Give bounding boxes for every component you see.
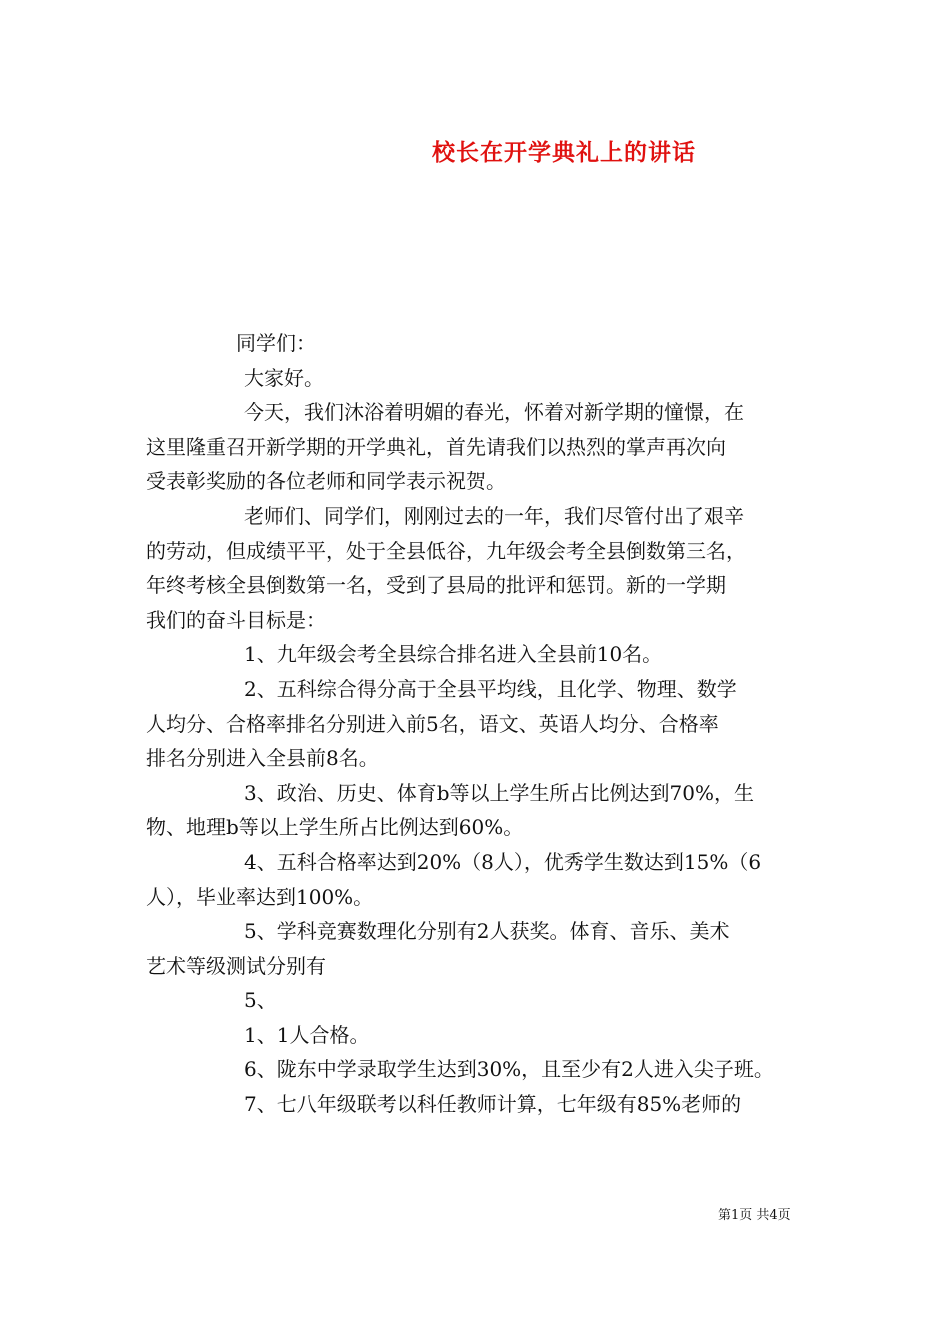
goal-item-continued: 排名分别进入全县前8名。 — [146, 746, 379, 771]
paragraph-line: 我们的奋斗目标是： — [146, 607, 326, 632]
paragraph-line: 的劳动，但成绩平平，处于全县低谷，九年级会考全县倒数第三名， — [146, 538, 746, 563]
document-title: 校长在开学典礼上的讲话 — [432, 140, 696, 166]
goal-item: 3、政治、历史、体育b等以上学生所占比例达到70%，生 — [244, 780, 754, 805]
goal-item-continued: 人），毕业率达到100%。 — [146, 884, 374, 909]
paragraph-line: 老师们、同学们，刚刚过去的一年，我们尽管付出了艰辛 — [244, 503, 744, 528]
paragraph-line: 这里隆重召开新学期的开学典礼，首先请我们以热烈的掌声再次向 — [146, 434, 726, 459]
goal-item: 5、 — [244, 988, 277, 1013]
salutation: 同学们： — [236, 331, 316, 355]
goal-item-continued: 艺术等级测试分别有 — [146, 953, 326, 978]
goal-item-continued: 人均分、合格率排名分别进入前5名，语文、英语人均分、合格率 — [146, 711, 719, 736]
paragraph-line: 今天，我们沐浴着明媚的春光，怀着对新学期的憧憬，在 — [244, 400, 744, 425]
goal-item: 5、学科竞赛数理化分别有2人获奖。体育、音乐、美术 — [244, 919, 730, 944]
goal-item: 7、七八年级联考以科任教师计算，七年级有85%老师的 — [244, 1092, 742, 1117]
goal-item: 4、五科合格率达到20%（8人），优秀学生数达到15%（6 — [244, 849, 762, 874]
document-body — [146, 326, 816, 1122]
goal-item: 6、陇东中学录取学生达到30%，且至少有2人进入尖子班。 — [244, 1057, 774, 1082]
greeting: 大家好。 — [244, 365, 324, 390]
goal-item: 2、五科综合得分高于全县平均线，且化学、物理、数学 — [244, 676, 737, 701]
goal-item: 1、九年级会考全县综合排名进入全县前10名。 — [244, 642, 663, 667]
goal-item: 1、1人合格。 — [244, 1022, 370, 1047]
paragraph-line: 受表彰奖励的各位老师和同学表示祝贺。 — [146, 469, 506, 494]
page-footer: 第1页 共4页 — [718, 1208, 791, 1223]
goal-item-continued: 物、地理b等以上学生所占比例达到60%。 — [146, 815, 524, 840]
paragraph-line: 年终考核全县倒数第一名，受到了县局的批评和惩罚。新的一学期 — [146, 573, 726, 598]
